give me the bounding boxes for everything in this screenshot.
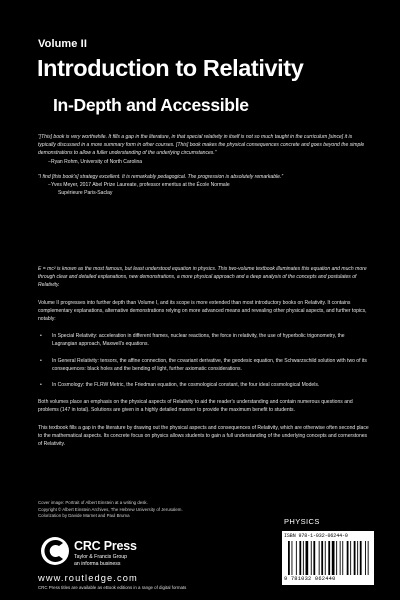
emphasis-paragraph: Both volumes place an emphasis on the physical aspects of Relativity to aid the reader's understanding and contain numerous questions and problems (147 in total). Solutions are given in a highly detailed manner to provide the maximum benefit to students. xyxy=(38,399,353,414)
barcode-bar xyxy=(306,541,309,575)
barcode-bar xyxy=(288,541,290,575)
description xyxy=(38,265,370,457)
barcode-bar xyxy=(321,541,323,575)
isbn-digits: 9 781032 062440 xyxy=(284,576,336,582)
topic-item: • In Cosmology: the FLRW Metric, the Friedman equation, the cosmological constant, the four ideal cosmological Models. xyxy=(38,381,370,389)
book-subtitle: In-Depth and Accessible xyxy=(53,95,249,115)
publisher-name: CRC Press xyxy=(74,539,137,553)
barcode-bar xyxy=(347,541,349,575)
endorsement-attribution: −Ryan Rohm, University of North Carolina xyxy=(48,158,143,165)
attribution-line: Supérieure Paris-Saclay xyxy=(58,190,113,197)
book-title: Introduction to Relativity xyxy=(37,55,304,81)
barcode-bar xyxy=(311,541,312,575)
endorsement-quote: “[This] book is very worthwhile. It fills a gap in the literature, in that special relativity in itself is not so much taught in the curriculum [since] it is typically discussed in a more summary form in other courses. [This] book makes the physical consequences concrete and goes beyond the simple demonstrations to allow a fuller understanding of the underlying circumstances.” xyxy=(38,134,365,157)
barcode-bar xyxy=(325,541,326,575)
topic-item: • In General Relativity: tensors, the affine connection, the covariant derivative, the geodesic equation, the Schwarzschild solution with two of its consequences: black holes and the bending of light, further axiomatic considerations. xyxy=(38,357,370,373)
barcode-bar xyxy=(365,541,366,575)
topic-list xyxy=(38,332,370,389)
endorsements xyxy=(38,133,368,197)
barcode-bar xyxy=(319,541,320,575)
topic-item: • In Special Relativity: acceleration in different frames, nuclear reactions, the force in relativity, the use of hyperbolic trigonometry, the Lagrangian approach, Maxwell's equations. xyxy=(38,332,370,348)
summary-paragraph: This textbook fills a gap in the literature by drawing out the physical aspects and consequences of Relativity, which are otherwise often second place to the mathematical aspects. Its concrete focus on physics allows students to gain a full understanding of the underlying concepts and cornerstones of Relativity. xyxy=(38,424,369,448)
publisher-logo xyxy=(38,534,138,574)
barcode-bar xyxy=(292,541,293,575)
intro-paragraph: E = mc² is known as the most famous, but least understood equation in physics. This two-volume textbook illuminates this equation and much more through clear and detailed explanations, new demonstrations, a more physical approach and a deep analysis of the concepts and postulates of Relativity. xyxy=(38,266,367,289)
barcode-bar xyxy=(342,541,343,575)
barcode-bar xyxy=(360,541,362,575)
barcode-bar xyxy=(313,541,315,575)
publisher-group: Taylor & Francis Group xyxy=(74,554,128,560)
subject-category: PHYSICS xyxy=(284,517,320,526)
credit-line: Colorization by Davide Marnet and Paul Bruma xyxy=(38,513,130,519)
endorsement-attribution xyxy=(48,181,368,197)
endorsement-quote: “I find [this book's] strategy excellent. It is remarkably pedagogical. The progression is absolutely remarkable.” xyxy=(38,173,284,180)
credit-line: Copyright © Albert Einstein Archives, The Hebrew University of Jerusalem. xyxy=(38,506,183,512)
barcode-bar xyxy=(296,541,297,575)
barcode-bar xyxy=(332,541,335,575)
barcode-bar xyxy=(350,541,351,575)
barcode-bar xyxy=(357,541,358,575)
ebook-note: CRC Press titles are available as eBook editions in a range of digital formats xyxy=(38,585,187,590)
attribution-line: −Yves Meyer, 2017 Abel Prize Laureate, professor emeritus at the École Normale xyxy=(48,182,230,189)
crc-press-logo-icon xyxy=(38,534,72,568)
barcode-bar xyxy=(328,541,330,575)
barcode-bar xyxy=(354,541,356,575)
barcode-bar xyxy=(336,541,337,575)
barcode-graphic xyxy=(285,541,371,575)
publisher-tagline: an informa business xyxy=(74,561,121,567)
barcode-bar xyxy=(340,541,341,575)
isbn-barcode xyxy=(282,531,374,585)
cover-credits xyxy=(38,500,238,520)
barcode-bar xyxy=(303,541,304,575)
barcode-bar xyxy=(299,541,301,575)
scope-paragraph: Volume II progresses into further depth than Volume I, and its scope is more extended than most introductory books on Relativity. It contains complementary explanations, alternative demonstrations relying on more advanced means and revealing other physical aspects, and further topics, notably: xyxy=(38,299,367,323)
publisher-url[interactable]: www.routledge.com xyxy=(38,573,138,583)
barcode-bar xyxy=(368,541,369,575)
isbn-label: ISBN 978-1-032-06244-0 xyxy=(284,533,348,539)
volume-label: Volume II xyxy=(38,38,87,50)
credit-line: Cover image: Portrait of Albert Einstein at a writing desk. xyxy=(38,500,148,505)
